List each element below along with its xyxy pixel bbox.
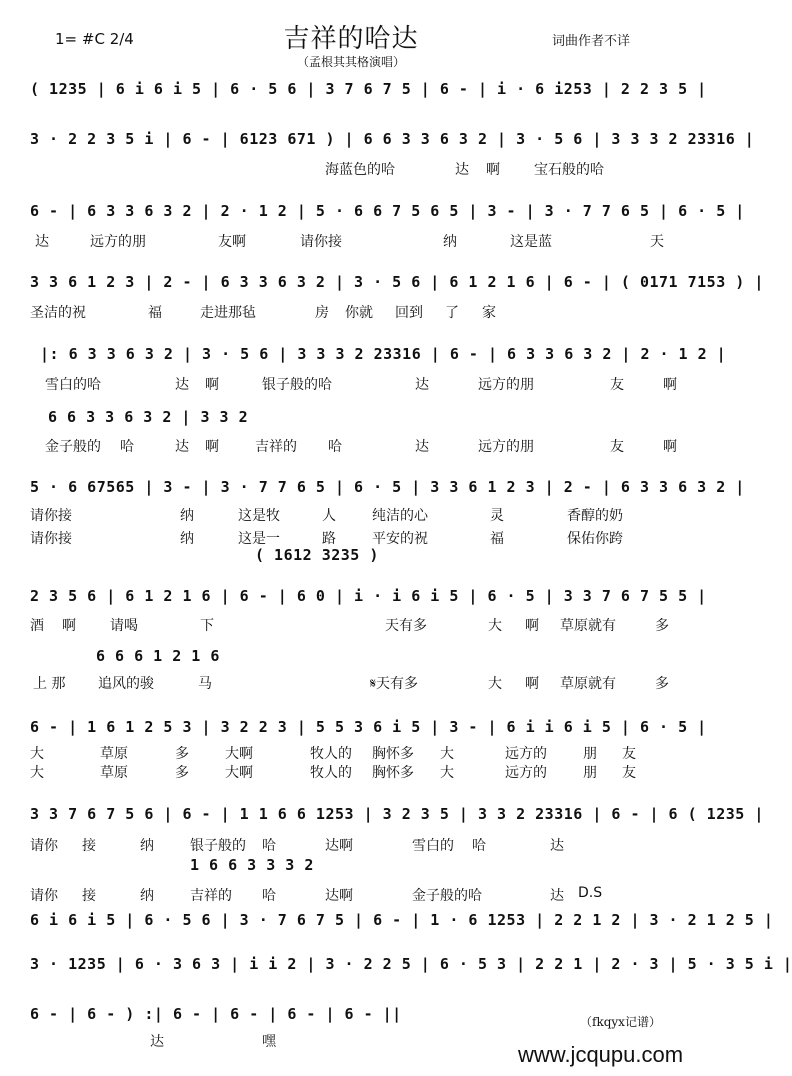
lyric-syllable: 金子般的哈 <box>412 888 482 904</box>
lyric-syllable: 大啊 <box>225 746 253 762</box>
lyric-syllable: 啊 <box>525 618 539 634</box>
lyric-syllable: 平安的祝 <box>372 531 428 547</box>
lyric-syllable: 哈 <box>472 838 486 854</box>
lyric-syllable: 草原 <box>100 746 128 762</box>
lyric-syllable: 牧人的 <box>310 746 352 762</box>
lyric-syllable: 达 <box>550 888 564 904</box>
lyric-syllable: 哈 <box>328 439 342 455</box>
lyric-syllable: 请你 <box>30 888 58 904</box>
lyric-syllable: 请你接 <box>30 508 72 524</box>
lyric-syllable: 达 <box>455 162 469 178</box>
lyric-syllable: 多 <box>175 746 189 762</box>
lyric-syllable: 友 <box>622 746 636 762</box>
lyric-syllable: 房 <box>315 305 329 321</box>
lyric-syllable: 福 <box>490 531 504 547</box>
lyric-syllable: 银子般的 <box>190 838 246 854</box>
lyric-syllable: 𝄋天有多 <box>370 676 419 692</box>
lyric-syllable: 达 <box>415 377 429 393</box>
lyric-syllable: 草原就有 <box>560 676 616 692</box>
lyric-syllable: 多 <box>655 676 669 692</box>
lyric-syllable: 达 <box>150 1034 164 1050</box>
lyric-syllable: 圣洁的祝 <box>30 305 86 321</box>
notation-line: 6 - | 1 6 1 2 5 3 | 3 2 2 3 | 5 5 3 6 i 5 | 3 - | 6 i i 6 i 5 | 6 · 5 | <box>30 718 707 736</box>
lyric-syllable: 这是一 <box>238 531 280 547</box>
lyric-syllable: 请喝 <box>110 618 138 634</box>
lyric-syllable: 朋 <box>583 746 597 762</box>
lyric-syllable: 胸怀多 <box>372 765 414 781</box>
notation-line: 6 6 6 1 2 1 6 <box>96 647 220 665</box>
lyric-syllable: 啊 <box>205 439 219 455</box>
lyric-syllable: 天有多 <box>385 618 427 634</box>
lyric-syllable: 请你接 <box>30 531 72 547</box>
notation-line: 1 6 6 3 3 3 2 <box>190 856 314 874</box>
lyric-syllable: 草原 <box>100 765 128 781</box>
lyric-syllable: 请你 <box>30 838 58 854</box>
lyric-syllable: 纯洁的心 <box>372 508 428 524</box>
lyric-syllable: 远方的朋 <box>90 234 146 250</box>
notation-line: 6 i 6 i 5 | 6 · 5 6 | 3 · 7 6 7 5 | 6 - | 1 · 6 1253 | 2 2 1 2 | 3 · 2 1 2 5 | <box>30 911 774 929</box>
lyric-syllable: 纳 <box>140 838 154 854</box>
lyric-syllable: 酒 <box>30 618 44 634</box>
lyric-syllable: 啊 <box>525 676 539 692</box>
notation-line: 6 - | 6 - ) :| 6 - | 6 - | 6 - | 6 - || <box>30 1005 402 1023</box>
transcriber-credit: （fkqyx记谱） <box>580 1015 661 1029</box>
key-signature: 1= #C 2/4 <box>55 30 134 48</box>
watermark: www.jcqupu.com <box>518 1042 684 1067</box>
lyric-syllable: 嘿 <box>262 1034 276 1050</box>
lyric-syllable: 吉祥的 <box>255 439 297 455</box>
lyric-syllable: 大 <box>30 746 44 762</box>
lyric-syllable: 啊 <box>663 377 677 393</box>
notation-line: 6 6 3 3 6 3 2 | 3 3 2 <box>48 408 249 426</box>
lyric-syllable: 雪白的哈 <box>45 377 101 393</box>
lyric-syllable: D.S <box>578 885 603 901</box>
lyric-syllable: 家 <box>482 305 496 321</box>
lyric-syllable: 友 <box>610 439 624 455</box>
lyric-syllable: 宝石般的哈 <box>534 162 604 178</box>
lyric-syllable: 大 <box>488 618 502 634</box>
lyric-syllable: 远方的 <box>505 765 547 781</box>
notation-line: 3 · 2 2 3 5 i | 6 - | 6123 671 ) | 6 6 3 3 6 3 2 | 3 · 5 6 | 3 3 3 2 23316 | <box>30 130 755 148</box>
lyric-syllable: 达 <box>415 439 429 455</box>
lyric-syllable: 雪白的 <box>412 838 454 854</box>
lyric-syllable: 友啊 <box>218 234 246 250</box>
lyric-syllable: 大 <box>30 765 44 781</box>
notation-line: 2 3 5 6 | 6 1 2 1 6 | 6 - | 6 0 | i · i 6 i 5 | 6 · 5 | 3 3 7 6 7 5 5 | <box>30 587 707 605</box>
notation-line: ( 1612 3235 ) <box>255 546 379 564</box>
lyric-syllable: 远方的朋 <box>478 439 534 455</box>
notation-line: ( 1235 | 6 i 6 i 5 | 6 · 5 6 | 3 7 6 7 5 | 6 - | i · 6 i253 | 2 2 3 5 | <box>30 80 707 98</box>
lyric-syllable: 走进那毡 <box>200 305 256 321</box>
author-note: 词曲作者不详 <box>552 34 631 49</box>
lyric-syllable: 朋 <box>583 765 597 781</box>
lyric-syllable: 友 <box>610 377 624 393</box>
lyric-syllable: 胸怀多 <box>372 746 414 762</box>
lyric-syllable: 接 <box>82 888 96 904</box>
lyric-syllable: 请你接 <box>300 234 342 250</box>
lyric-syllable: 啊 <box>663 439 677 455</box>
lyric-syllable: 香醇的奶 <box>567 508 623 524</box>
lyric-syllable: 吉祥的 <box>190 888 232 904</box>
lyric-syllable: 纳 <box>180 508 194 524</box>
lyric-syllable: 你就 <box>345 305 373 321</box>
notation-line: 3 · 1235 | 6 · 3 6 3 | i i 2 | 3 · 2 2 5 | 6 · 5 3 | 2 2 1 | 2 · 3 | 5 · 3 5 i | <box>30 955 792 973</box>
lyric-syllable: 上 那 <box>33 676 66 692</box>
notation-line: 5 · 6 67565 | 3 - | 3 · 7 7 6 5 | 6 · 5 | 3 3 6 1 2 3 | 2 - | 6 3 3 6 3 2 | <box>30 478 745 496</box>
lyric-syllable: 达 <box>550 838 564 854</box>
lyric-syllable: 远方的 <box>505 746 547 762</box>
lyric-syllable: 远方的朋 <box>478 377 534 393</box>
notation-line: |: 6 3 3 6 3 2 | 3 · 5 6 | 3 3 3 2 23316 | 6 - | 6 3 3 6 3 2 | 2 · 1 2 | <box>40 345 727 363</box>
lyric-syllable: 马 <box>198 676 212 692</box>
lyric-syllable: 友 <box>622 765 636 781</box>
lyric-syllable: 福 <box>148 305 162 321</box>
lyric-syllable: 纳 <box>180 531 194 547</box>
lyric-syllable: 哈 <box>262 838 276 854</box>
lyric-syllable: 保佑你跨 <box>567 531 623 547</box>
lyric-syllable: 这是蓝 <box>510 234 552 250</box>
lyric-syllable: 海蓝色的哈 <box>325 162 395 178</box>
lyric-syllable: 金子般的 <box>45 439 101 455</box>
lyric-syllable: 大啊 <box>225 765 253 781</box>
lyric-syllable: 达啊 <box>325 838 353 854</box>
lyric-syllable: 天 <box>650 234 664 250</box>
lyric-syllable: 草原就有 <box>560 618 616 634</box>
notation-line: 3 3 6 1 2 3 | 2 - | 6 3 3 6 3 2 | 3 · 5 6 | 6 1 2 1 6 | 6 - | ( 0171 7153 ) | <box>30 273 764 291</box>
lyric-syllable: 达 <box>175 377 189 393</box>
lyric-syllable: 达 <box>175 439 189 455</box>
lyric-syllable: 这是牧 <box>238 508 280 524</box>
lyric-syllable: 达啊 <box>325 888 353 904</box>
lyric-syllable: 银子般的哈 <box>262 377 332 393</box>
lyric-syllable: 哈 <box>120 439 134 455</box>
lyric-syllable: 多 <box>655 618 669 634</box>
notation-line: 3 3 7 6 7 5 6 | 6 - | 1 1 6 6 1253 | 3 2 3 5 | 3 3 2 23316 | 6 - | 6 ( 1235 | <box>30 805 764 823</box>
lyric-syllable: 啊 <box>486 162 500 178</box>
lyric-syllable: 达 <box>35 234 49 250</box>
lyric-syllable: 回到 <box>395 305 423 321</box>
lyric-syllable: 追风的骏 <box>98 676 154 692</box>
lyric-syllable: 纳 <box>443 234 457 250</box>
lyric-syllable: 大 <box>440 746 454 762</box>
lyric-syllable: 人 <box>322 508 336 524</box>
lyric-syllable: 路 <box>322 531 336 547</box>
lyric-syllable: 接 <box>82 838 96 854</box>
lyric-syllable: 大 <box>440 765 454 781</box>
lyric-syllable: 多 <box>175 765 189 781</box>
lyric-syllable: 纳 <box>140 888 154 904</box>
lyric-syllable: 牧人的 <box>310 765 352 781</box>
page-title: 吉祥的哈达 <box>283 24 419 54</box>
lyric-syllable: 大 <box>488 676 502 692</box>
lyric-syllable: 啊 <box>205 377 219 393</box>
lyric-syllable: 了 <box>445 305 459 321</box>
notation-line: 6 - | 6 3 3 6 3 2 | 2 · 1 2 | 5 · 6 6 7 5 6 5 | 3 - | 3 · 7 7 6 5 | 6 · 5 | <box>30 202 745 220</box>
lyric-syllable: 灵 <box>490 508 504 524</box>
page-subtitle: （孟根其其格演唱） <box>296 55 405 69</box>
lyric-syllable: 啊 <box>62 618 76 634</box>
lyric-syllable: 下 <box>200 618 214 634</box>
lyric-syllable: 哈 <box>262 888 276 904</box>
